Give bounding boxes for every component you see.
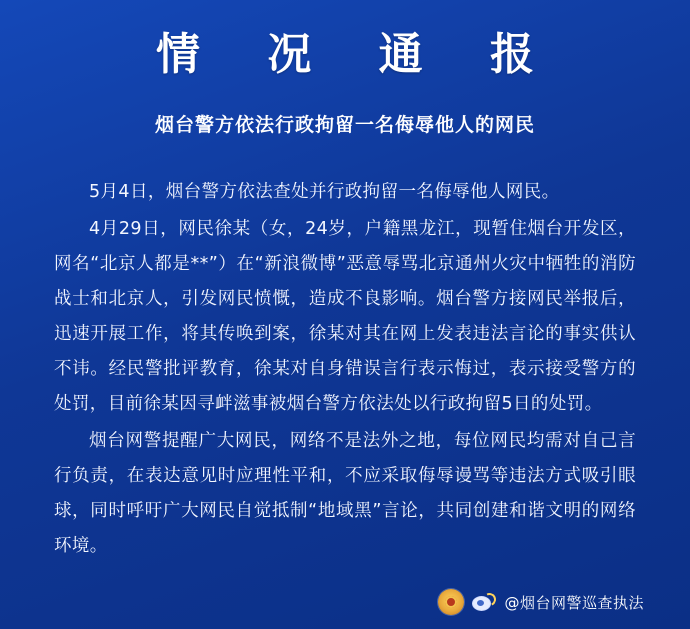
police-badge-icon — [438, 589, 464, 615]
footer-signature — [438, 589, 644, 615]
page-subtitle: 烟台警方依法行政拘留一名侮辱他人的网民 — [154, 114, 535, 136]
weibo-icon — [472, 592, 496, 612]
account-name: @烟台网警巡查执法 — [504, 593, 644, 612]
paragraph: 5月4日，烟台警方依法查处并行政拘留一名侮辱他人网民。 — [89, 182, 560, 202]
page-title: 情 况 通 报 — [156, 29, 560, 80]
notice-body — [42, 175, 648, 564]
paragraph: 烟台网警提醒广大网民，网络不是法外之地，每位网民均需对自己言行负责，在表达意见时应理性平和，不应采取侮辱谩骂等违法方式吸引眼球，同时呼吁广大网民自觉抵制“地域黑”言论，共同创建和谐文明的网络环境。 — [54, 431, 636, 556]
paragraph: 4月29日，网民徐某（女，24岁，户籍黑龙江，现暂住烟台开发区，网名“北京人都是**”）在“新浪微博”恶意辱骂北京通州火灾中牺牲的消防战士和北京人，引发网民愤慨，造成不良影响。烟台警方接网民举报后，迅速开展工作，将其传唤到案，徐某对其在网上发表违法言论的事实供认不讳。经民警批评教育，徐某对自身错误言行表示悔过，表示接受警方的处罚，目前徐某因寻衅滋事被烟台警方依法处以行政拘留5日的处罚。 — [54, 219, 636, 414]
